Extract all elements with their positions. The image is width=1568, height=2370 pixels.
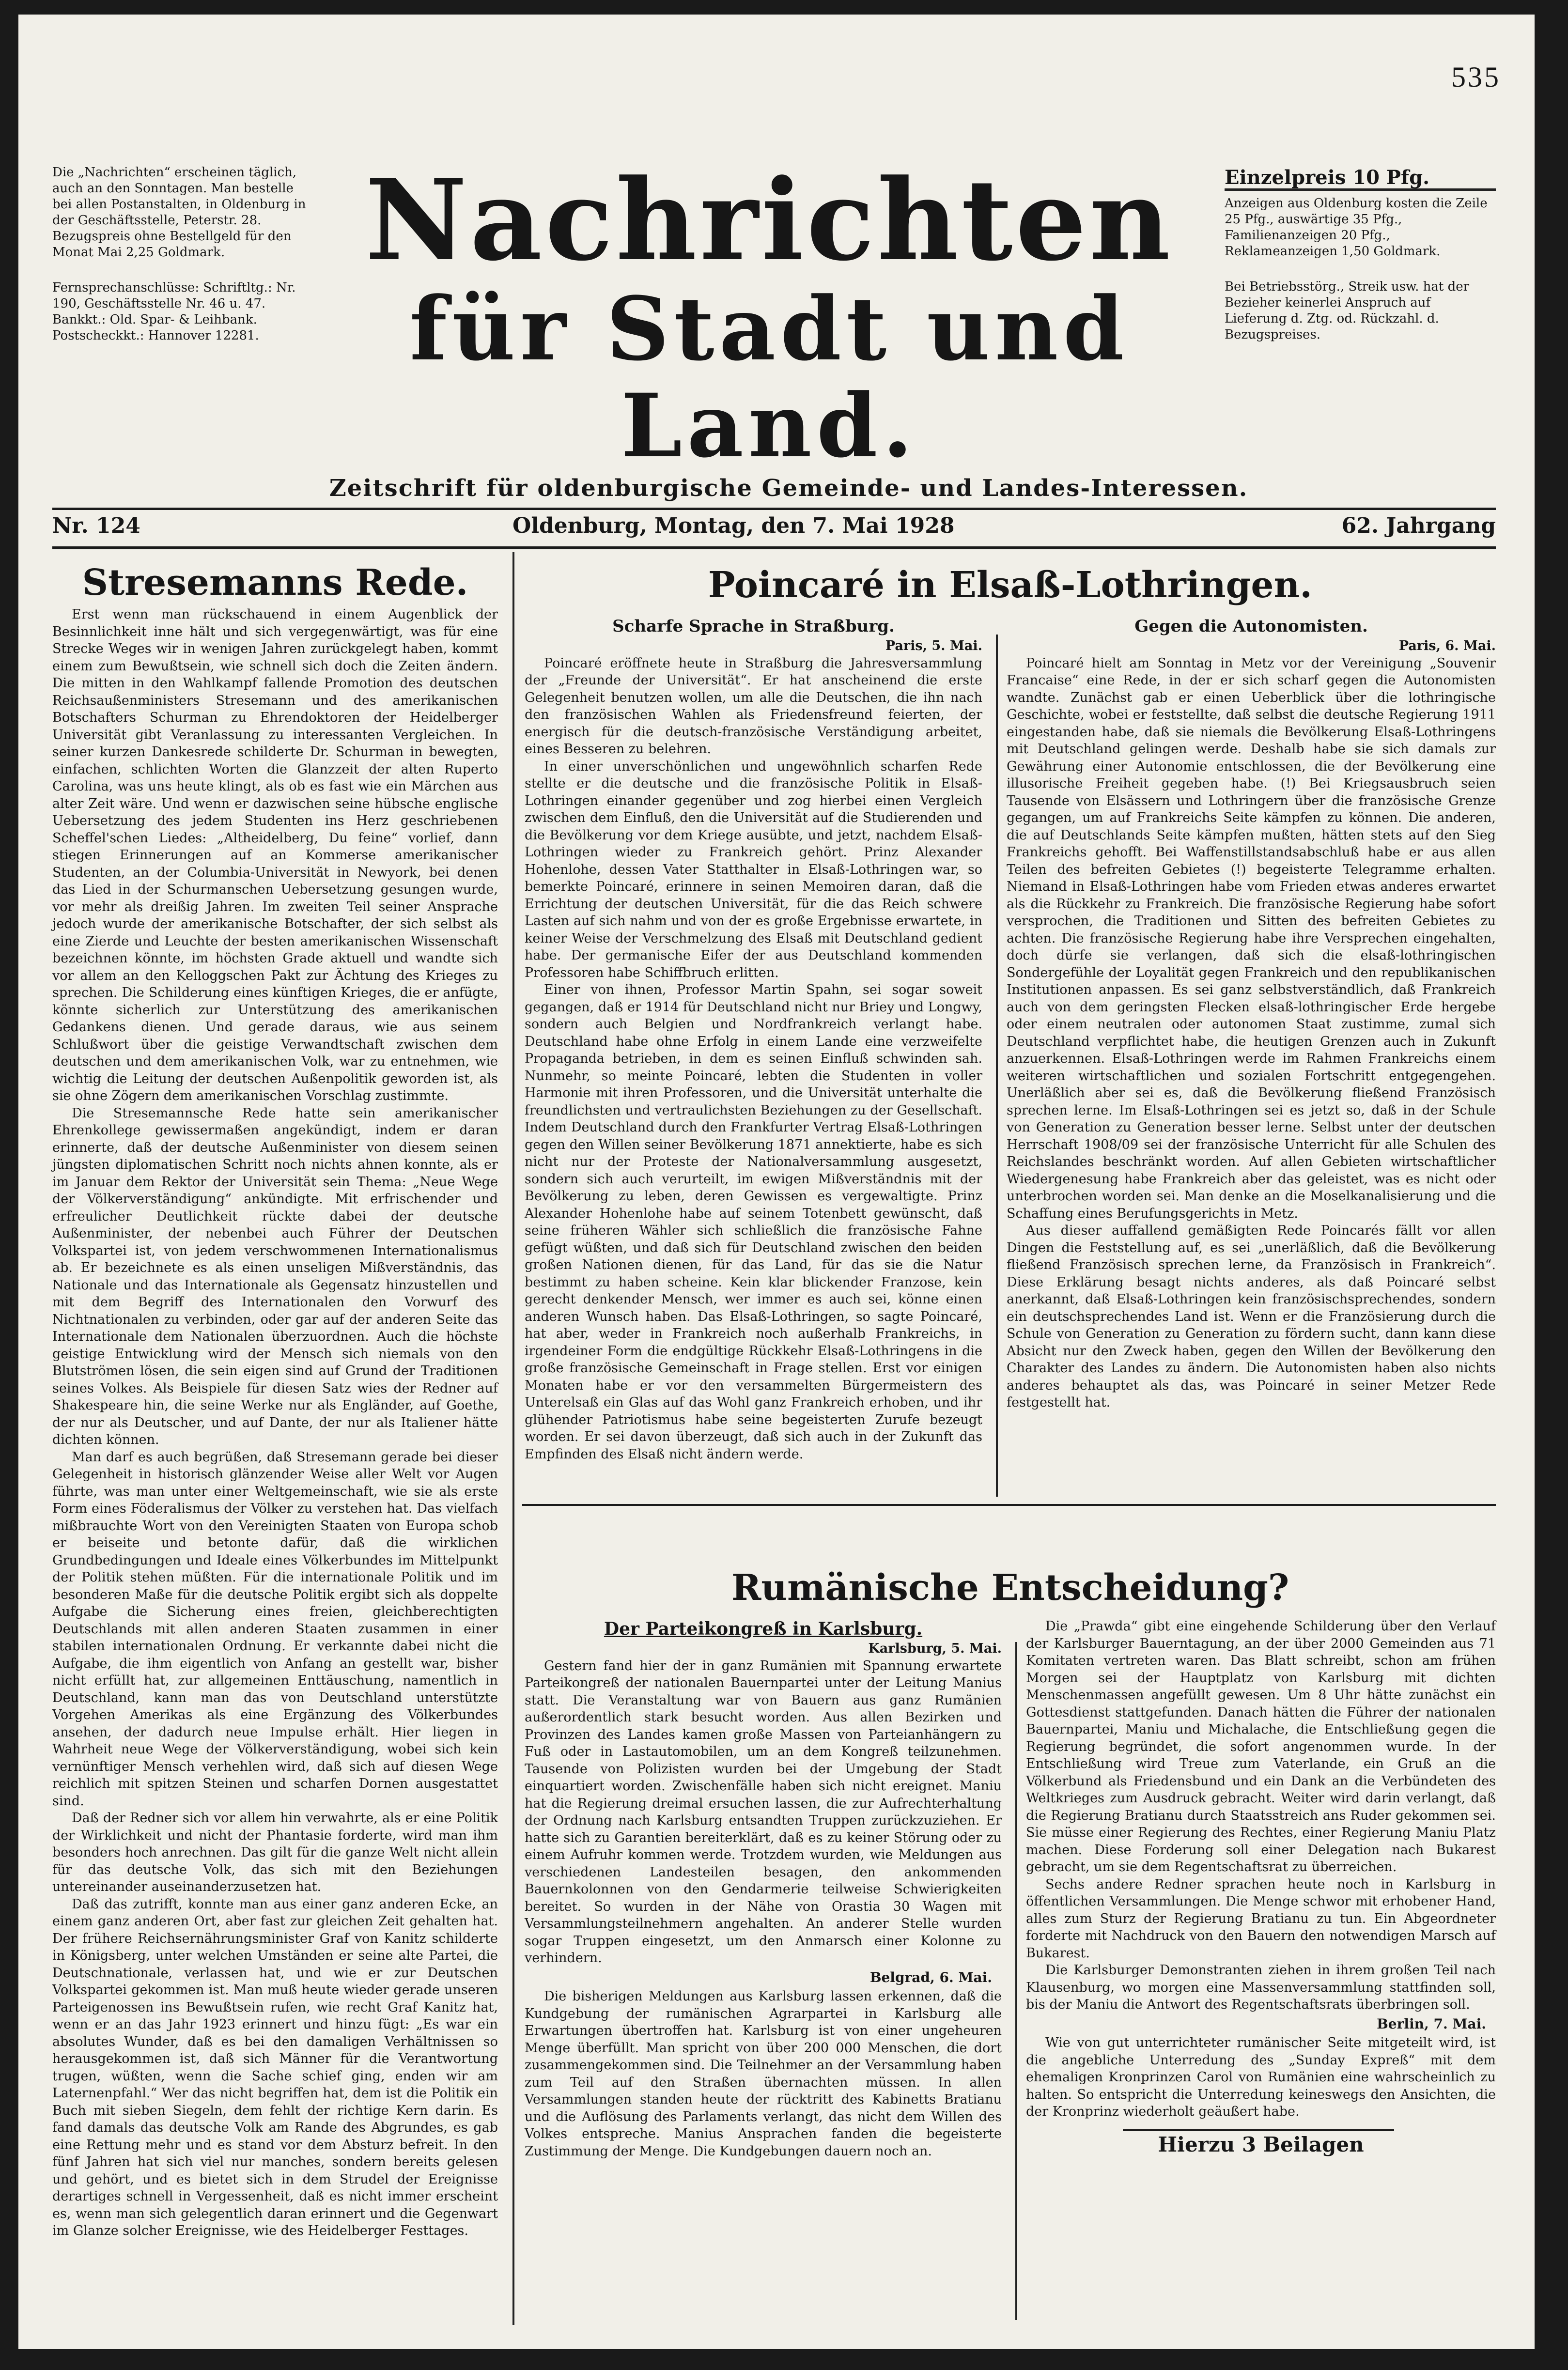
masthead-title-line1: Nachrichten: [365, 155, 1174, 286]
dateline-paris-5: Paris, 5. Mai.: [885, 638, 982, 653]
headline-stresemann: Stresemanns Rede.: [82, 562, 468, 604]
issue-date: Oldenburg, Montag, den 7. Mai 1928: [512, 513, 955, 538]
delivery-disruption-note: Bei Betriebsstörg., Streik usw. hat der Bezieher keinerlei Anspruch auf Lieferung d. Ztg. od. Rückzahl. d. Bezugspreises.: [1225, 279, 1470, 342]
paragraph: Die Karlsburger Demonstranten ziehen in ihrem großen Teil nach Klausenburg, wo morgen eine Massenversammlung stattfinden soll, bis der Maniu die Antwort des Regentschaftsrats überbringen soll.: [1026, 1963, 1496, 2012]
paragraph: Die bisherigen Meldungen aus Karlsburg lassen erkennen, daß die Kundgebung der rumänischen Agrarpartei in Karlsburg alle Erwartungen übertroffen hat. Karlsburg ist von einer ungeheuren Menge überfüllt. Man spricht von über 200 000 Menschen, die dort zusammengekommen sind. Die Teilnehmer an der Versammlung haben zum Teil auf den Straßen übernachten müssen. In allen Versammlungen standen heute der rücktritt des Kabinetts Bratianu und die Auflösung des Parlaments verlangt, das nicht dem Willen des Volkes entspreche. Manius Ansprachen fanden die begeisterte Zustimmung der Menge. Die Kundgebungen dauern noch an.: [525, 1989, 1002, 2159]
headline-rumaenien: Rumänische Entscheidung?: [731, 1567, 1289, 1609]
article-poincare-strassburg: [525, 615, 982, 1463]
supplements-note: Hierzu 3 Beilagen: [1158, 2132, 1364, 2156]
article-separator: [522, 1504, 1496, 1506]
newspaper-page: [18, 15, 1535, 2349]
paragraph: Daß der Redner sich vor allem hin verwahrte, als er eine Politik der Wirklichkeit und nicht der Phantasie forderte, wird man ihm besonders hoch anrechnen. Das gilt für die ganze Welt nicht allein für das deutsche Volk, das sich mit den Beziehungen untereinander auseinanderzusetzen hat.: [52, 1811, 498, 1894]
paragraph: Daß das zutrifft, konnte man aus einer ganz anderen Ecke, an einem ganz anderen Ort, aber fast zur gleichen Zeit gehalten hat. Der frühere Reichsernährungsminister Graf von Kanitz schilderte in Königsberg, unter welchen Umständen er seine alte Partei, die Deutschnationale, verlassen hat, und wie er zur Deutschen Volkspartei gekommen ist. Man muß heute wieder gerade unseren Parteigenossen ins Bewußtsein rufen, wie recht Graf Kanitz hat, wenn er an das Jahr 1923 erinnert und hinzu fügt: „Es war ein absolutes Wunder, daß es bei den damaligen Verhältnissen so herausgekommen ist, daß sich Männer für die Verantwortung trugen, wüßten, wenn die Sache schief ging, enden wir am Laternenpfahl.“ Wer das nicht begriffen hat, dem ist die Politik ein Buch mit sieben Siegeln, dem fehlt der richtige Kern darin. Es fand damals das deutsche Volk am Rande des Abgrundes, es gab eine Rettung mehr und es stand vor dem Absturz befreit. In den fünf Jahren hat sich viel nur manches, sondern bereits gelesen und gehört, und es bietet sich in dem Strudel der Ereignisse derartiges schnell in Vergessenheit, daß es nicht immer erscheint es, wenn man sich gelegentlich daran erinnert und die Gegenwart im Glanze solcher Ereignisse, wie des Heidelberger Festtages.: [52, 1896, 498, 2238]
paragraph: Poincaré eröffnete heute in Straßburg die Jahresversammlung der „Freunde der Universität“. Er hat anscheinend die erste Gelegenheit benutzen wollen, um alle die Deutschen, die ihn nach den französischen Wahlen als Friedensfreund feierten, der energisch für die deutsch-französische Verständigung arbeitet, eines Besseren zu belehren.: [525, 655, 982, 757]
ad-rates: Anzeigen aus Oldenburg kosten die Zeile 25 Pfg., auswärtige 35 Pfg., Familienanzeigen 20 Pfg., Reklameanzeigen 1,50 Goldmark.: [1225, 196, 1488, 259]
masthead-subtitle: Zeitschrift für oldenburgische Gemeinde- und Landes-Interessen.: [329, 475, 1248, 502]
paragraph: Erst wenn man rückschauend in einem Augenblick der Besinnlichkeit inne hält und sich vergegenwärtigt, was für eine Strecke Weges wir in wenigen Jahren zurückgelegt haben, kommt einem zum Bewußtsein, wie schnell sich doch die Zeiten ändern. Die mitten in den Wahlkampf fallende Promotion des deutschen Reichsaußenministers Stresemann und des amerikanischen Botschafters Schurman zu Ehrendoktoren der Heidelberger Universität gibt Veranlassung zu interessanten Vergleichen. In seiner kurzen Dankesrede schilderte Dr. Schurman in bewegten, einfachen, schlichten Worten die Glanzzeit der alten Ruperto Carolina, was uns heute klingt, als ob es fast wie ein Märchen aus alter Zeit wäre. Und wenn er dazwischen seine hübsche englische Uebersetzung des jedem Studenten ins Herz geschriebenen Scheffel'schen Liedes: „Altheidelberg, Du feine“ vorlief, dann stiegen Erinnerungen auf an Kommerse amerikanischer Studenten, an der Columbia-Universität in Newyork, bei denen das Lied in der Schurmanschen Uebersetzung gesungen wurde, vor mehr als dreißig Jahren. Im zweiten Teil seiner Ansprache jedoch wurde der amerikanische Botschafter, der sich selbst als eine Zierde und Leuchte der besten amerikanischen Wissenschaft bezeichnen könnte, im höchsten Grade aktuell und wandte sich vor allem an den Kelloggschen Pakt zur Ächtung des Krieges zu sprechen. Die Schilderung eines künftigen Krieges, die er anfügte, könnte sicherlich zur Unterstützung des amerikanischen Gedankens dienen. Und gerade daraus, wie aus seinem Schlußwort über die geistige Verwandtschaft zwischen dem deutschen und dem amerikanischen Volk, war zu entnehmen, wie wichtig die Leitung der deutschen Außenpolitik geworden ist, als sie ohne Zögern dem amerikanischen Vorschlag zustimmte.: [52, 607, 498, 1103]
dateline: [52, 513, 1496, 547]
paragraph: Sechs andere Redner sprachen heute noch in Karlsburg in öffentlichen Versammlungen. Die Menge schwor mit erhobener Hand, alles zum Sturz der Regierung Bratianu zu tun. Ein Abgeordneter forderte mit Nachdruck von den Bauern den notwendigen Marsch auf Bukarest.: [1026, 1876, 1496, 1961]
article-rumaenien-right: [1026, 1618, 1496, 2156]
dateline-karlsburg: Karlsburg, 5. Mai.: [868, 1641, 1002, 1656]
subtitle-autonomisten: Gegen die Autonomisten.: [1134, 617, 1368, 636]
paragraph: Gestern fand hier der in ganz Rumänien mit Spannung erwartete Parteikongreß der nationalen Bauernpartei unter der Leitung Manius statt. Die Veranstaltung war von Bauern aus ganz Rumänien außerordentlich stark besucht worden. Aus allen Bezirken und Provinzen des Landes kamen große Massen von Parteianhängern zu Fuß oder in Lastautomobilen, um an dem Kongreß teilzunehmen. Tausende von Polizisten wurden bei der Umgebung der Stadt einquartiert worden. Zwischenfälle haben sich nicht ereignet. Maniu hat die Regierung dreimal ersuchen lassen, die zur Aufrechterhaltung der Ordnung nach Karlsburg entsandten Truppen zurückzuziehen. Er hatte sich zu Garantien bereiterklärt, daß es zu keiner Störung oder zu einem Aufruhr kommen werde. Trotzdem wurden, wie Meldungen aus verschiedenen Landesteilen besagen, den ankommenden Bauernkolonnen von den Gendarmerie teilweise Schwierigkeiten bereitet. So wurden in der Nähe von Orastia 30 Wagen mit Versammlungsteilnehmern angehalten. An anderer Stelle wurden sogar Truppen eingesetzt, um den Anmarsch einer Kolonne zu verhindern.: [525, 1658, 1002, 1966]
article-poincare-metz: [1007, 615, 1496, 1411]
masthead-title-line2: für Stadt und Land.: [409, 278, 1129, 477]
paragraph: In einer unverschönlichen und ungewöhnlich scharfen Rede stellte er die deutsche und die französische Politik in Elsaß-Lothringen einander gegenüber und zog hierbei einen Vergleich zwischen dem Einfluß, den die Universität auf die Studierenden und die Bevölkerung vor dem Kriege ausübte, und jetzt, nachdem Elsaß-Lothringen wieder zu Frankreich gehört. Prinz Alexander Hohenlohe, dessen Vater Statthalter in Elsaß-Lothringen war, so bemerkte Poincaré, erinnere in seinen Memoiren daran, daß die Errichtung der deutschen Universität, für die das Reich schwere Lasten auf sich nahm und von der es große Ergebnisse erwartete, in keiner Weise der Verschmelzung des Elsaß mit Deutschland gedient habe. Der germanische Eifer der aus Deutschland kommenden Professoren habe Schiffbruch erlitten.: [525, 759, 982, 980]
paragraph: Einer von ihnen, Professor Martin Spahn, sei sogar soweit gegangen, daß er 1914 für Deutschland nicht nur Briey und Longwy, sondern auch Belgien und Nordfrankreich verlangt habe. Deutschland habe ohne Erfolg in einem Lande eine verzweifelte Propaganda betrieben, in dem es seinen Einfluß schwinden sah. Nunmehr, so meinte Poincaré, lebten die Studenten in voller Harmonie mit ihren Professoren, und die Universität unterhalte die freundlichsten und vertraulichsten Beziehungen zu der Gesellschaft. Indem Deutschland durch den Frankfurter Vertrag Elsaß-Lothringen gegen den Willen seiner Bevölkerung 1871 annektierte, habe es sich nicht nur der Proteste der Nationalversammlung ausgesetzt, sondern sich auch verurteilt, im ewigen Mißverständnis mit der Bevölkerung zu leben, deren Gewissen es vergewaltigte. Prinz Alexander Hohenlohe habe auf seinem Totenbett gewünscht, daß seine früheren Wähler sich schließlich die französische Fahne gefügt wüßten, und daß sich für Deutschland zwischen den beiden großen Nationen dienen, für das Land, für das sie die Natur bestimmt zu haben scheine. Kein klar blickender Franzose, kein gerecht denkender Mensch, wer immer es auch sei, könne einen anderen Wunsch haben. Das Elsaß-Lothringen, so sagte Poincaré, hat aber, weder in Frankreich noch außerhalb Frankreichs, in irgendeiner Form die endgültige Rückkehr Elsaß-Lothringens in die große französische Gemeinschaft in Frage stellen. Erst vor einigen Monaten habe er vor den versammelten Bürgermeistern des Unterelsaß ein Glas auf das Wohl ganz Frankreich erhoben, und ihr glühender Patriotismus habe seine begeisterten Zurufe bezeugt worden. Er sei davon überzeugt, daß sich auch in der Zukunft das Empfinden des Elsaß nicht ändern werde.: [525, 982, 982, 1462]
beilagen-rule: [1123, 2129, 1394, 2131]
paragraph: Poincaré hielt am Sonntag in Metz vor der Vereinigung „Souvenir Francaise“ eine Rede, in der er sich scharf gegen die Autonomisten wandte. Zunächst gab er einen Ueberblick über die lothringische Geschichte, wobei er feststellte, daß selbst die deutsche Regierung 1911 eingestanden habe, daß sie niemals die Bevölkerung Elsaß-Lothringens mit Deutschland gelingen werde. Deshalb habe sie sich damals zur Gewährung einer Autonomie entschlossen, die der Bevölkerung eine illusorische Freiheit gegeben habe. (!) Bei Kriegsausbruch seien Tausende von Elsässern und Lothringern über die französische Grenze gegangen, um auf Frankreichs Seite kämpfen zu können. Die anderen, die auf Deutschlands Seite kämpfen mußten, hätten stets auf den Sieg Frankreichs gehofft. Bei Waffenstillstandsabschluß habe er aus allen Teilen des befreiten Gebietes (!) begeisterte Telegramme erhalten. Niemand in Elsaß-Lothringen habe vom Frieden etwas anderes erwartet als die Rückkehr zu Frankreich. Die französische Regierung habe sofort versprochen, die Traditionen und Sitten des befreiten Gebietes zu achten. Die französische Regierung habe ihre Versprechen eingehalten, doch dürfe sie verlangen, daß sich die elsaß-lothringischen Sondergefühle der Loyalität gegen Frankreich und den republikanischen Institutionen anpassen. Es sei ganz selbstverständlich, daß Frankreich auch von dem geringsten Flecken elsaß-lothringischer Erde hergebe oder einem neutralen oder autonomen Staat zustimme, zumal sich Deutschland verpflichtet habe, die heutigen Grenzen auch in Zukunft anzuerkennen. Elsaß-Lothringen werde im Rahmen Frankreichs einem weiteren wirtschaftlichen und sozialen Fortschritt entgegengehen. Unerläßlich aber sei es, daß die Bevölkerung fließend Französisch sprechen lerne. Im Elsaß-Lothringen sei es jetzt so, daß in der Schule von Generation zu Generation besser lerne. Selbst unter der deutschen Herrschaft 1908/09 sei der französische Unterricht für alle Schulen des Reichslandes beschränkt worden. Auf allen Gebieten wirtschaftlicher Wiedergenesung habe Frankreich aber das geleistet, was es nicht oder unterbrochen worden sei. Man denke an die Moselkanalisierung und die Schaffung eines Berufungsgerichts in Metz.: [1007, 655, 1496, 1221]
issue-number: Nr. 124: [52, 513, 140, 538]
paragraph: Die „Prawda“ gibt eine eingehende Schilderung über den Verlauf der Karlsburger Bauerntagung, an der über 2000 Gemeinden aus 71 Komitaten vertreten waren. Das Blatt schreibt, schon am frühen Morgen sei der Hauptplatz von Karlsburg mit dichten Menschenmassen angefüllt gewesen. Um 8 Uhr hätte zunächst ein Gottesdienst stattgefunden. Danach hätten die Führer der nationalen Bauernpartei, Maniu und Michalache, die Entschließung gegen die Regierung begründet, die sofort angenommen wurde. In der Entschließung wird Treue zum Vaterlande, ein Gruß an die Völkerbund als Friedensbund und ein Dank an die Verbündeten des Weltkrieges zum Ausdruck gebracht. Weiter wird darin verlangt, daß die Regierung Bratianu durch Staatsstreich ans Ruder gekommen sei. Sie müsse einer Regierung des Rechtes, einer Regierung Maniu Platz machen. Diese Forderung soll einer Delegation nach Bukarest gebracht, um sie dem Regentschaftsrat zu überreichen.: [1026, 1619, 1496, 1874]
poincare-column-divider: [996, 635, 998, 1497]
subtitle-karlsburg: Der Parteikongreß in Karlsburg.: [604, 1619, 923, 1639]
single-price: Einzelpreis 10 Pfg.: [1225, 170, 1496, 191]
article-stresemann: [52, 559, 498, 2240]
dateline-belgrad: Belgrad, 6. Mai.: [869, 1969, 992, 1985]
volume: 62. Jahrgang: [1341, 513, 1496, 538]
rumaenien-column-divider: [1015, 1642, 1017, 2320]
subscription-box: [52, 165, 309, 344]
headline-poincare: Poincaré in Elsaß-Lothringen.: [708, 564, 1313, 606]
dateline-paris-6: Paris, 6. Mai.: [1398, 638, 1496, 653]
contact-info: Fernsprechanschlüsse: Schriftltg.: Nr. 190, Geschäftsstelle Nr. 46 u. 47. Bankkt.: Old. Spar- & Leihbank. Postscheckkt.: Hannover 12281.: [52, 280, 296, 343]
masthead: [328, 155, 1210, 477]
article-rumaenien-left: [525, 1618, 1002, 2160]
paragraph: Wie von gut unterrichteter rumänischer Seite mitgeteilt wird, ist die angebliche Unterredung des „Sunday Expreß“ mit dem ehemaligen Kronprinzen Carol von Rumänien eine wahrscheinlich zu halten. So entspricht die Unterredung keineswegs den Ansichten, die der Kronprinz wiederholt geäußert habe.: [1026, 2035, 1496, 2119]
paragraph: Man darf es auch begrüßen, daß Stresemann gerade bei dieser Gelegenheit in historisch glänzender Weise aller Welt vor Augen führte, was man unter einer Weltgemeinschaft, wie sie als erste Form eines Föderalismus der Völker zu verstehen hat. Das vielfach mißbrauchte Wort von den Vereinigten Staaten von Europa schob er beiseite und betonte dafür, daß die wirklichen Grundbedingungen und Ideale eines Völkerbundes im Mittelpunkt der Politik stehen müßten. Für die internationale Politik und im besonderen Maße für die deutsche Politik ergibt sich als doppelte Aufgabe die Sicherung eines freien, gleichberechtigten Deutschlands mit allen anderen Staaten zusammen in einer stabilen internationalen Ordnung. Er verkannte dabei nicht die Aufgabe, die ihm eigentlich von Anfang an gestellt war, bisher nicht erfüllt hat, zur allgemeinen Enttäuschung, namentlich in Deutschland, kann man das von Deutschland unterstützte Vorgehen Amerikas als eine Ergänzung des Völkerbundes ansehen, der dadurch neue Impulse erhält. Hier liegen in Wahrheit neue Wege der Völkerverständigung, wobei sich kein vernünftiger Mensch verhehlen wird, daß sich auf diesen Wege reichlich mit spitzen Steinen und scharfen Dornen ausgestattet sind.: [52, 1449, 498, 1809]
price-box: [1225, 166, 1496, 343]
subscription-info: Die „Nachrichten“ erscheinen täglich, auch an den Sonntagen. Man bestelle bei allen Postanstalten, in Oldenburg in der Geschäftsstelle, Peterstr. 28. Bezugspreis ohne Bestellgeld für den Monat Mai 2,25 Goldmark.: [52, 165, 306, 260]
column-divider: [512, 552, 514, 2325]
dateline-berlin: Berlin, 7. Mai.: [1377, 2015, 1486, 2032]
dateline-rule: [52, 546, 1496, 549]
subtitle-strassburg: Scharfe Sprache in Straßburg.: [612, 617, 895, 636]
paragraph: Die Stresemannsche Rede hatte sein amerikanischer Ehrenkollege gewissermaßen angekündigt, indem er daran erinnerte, daß der deutsche Außenminister von diesem seinen jüngsten diplomatischen Schritt noch nichts ahnen konnte, als er im Januar dem Rektor der Universität sein Thema: „Neue Wege der Völkerverständigung“ ankündigte. Mit erfrischender und erfreulicher Deutlichkeit rückte dabei der deutsche Außenminister, der nebenbei auch Führer der Deutschen Volkspartei ist, von jedem verschwommenen Internationalismus ab. Er bezeichnete es als einen unseligen Mißverständnis, das Nationale und das Internationale als Gegensatz hinzustellen und mit dem Begriff des Internationalen den Vorwurf des Nichtnationalen zu verbinden, oder gar auf der anderen Seite das Internationale dem Nationalen überzuordnen. Auch die höchste geistige Entwicklung wird der Mensch sich niemals von den Blutströmen lösen, die sein eigen sind auf Grund der Traditionen seines Volkes. Als Beispiele für diesen Satz wies der Redner auf Shakespeare hin, die seine Werke nur als Engländer, auf Goethe, der nur als Deutscher, und auf Dante, der nur als Italiener hätte dichten können.: [52, 1105, 498, 1447]
top-rule: [52, 508, 1496, 510]
page-number: 535: [1451, 61, 1501, 93]
paragraph: Aus dieser auffallend gemäßigten Rede Poincarés fällt vor allen Dingen die Feststellung auf, es sei „unerläßlich, daß die Bevölkerung fließend Französisch sprechen lerne, da Französisch in Frankreich“. Diese Erklärung besagt nichts anderes, als daß Poincaré selbst anerkannt, daß Elsaß-Lothringen kein französischsprechendes, sondern ein deutschsprechendes Land ist. Wenn er die Französierung durch die Schule von Generation zu Generation zu fördern sucht, dann kann diese Absicht nur den Zweck haben, gegen den Willen der Bevölkerung den Charakter des Landes zu ändern. Die Autonomisten haben also nichts anderes behauptet als das, was Poincaré in seiner Metzer Rede festgestellt hat.: [1007, 1223, 1496, 1410]
